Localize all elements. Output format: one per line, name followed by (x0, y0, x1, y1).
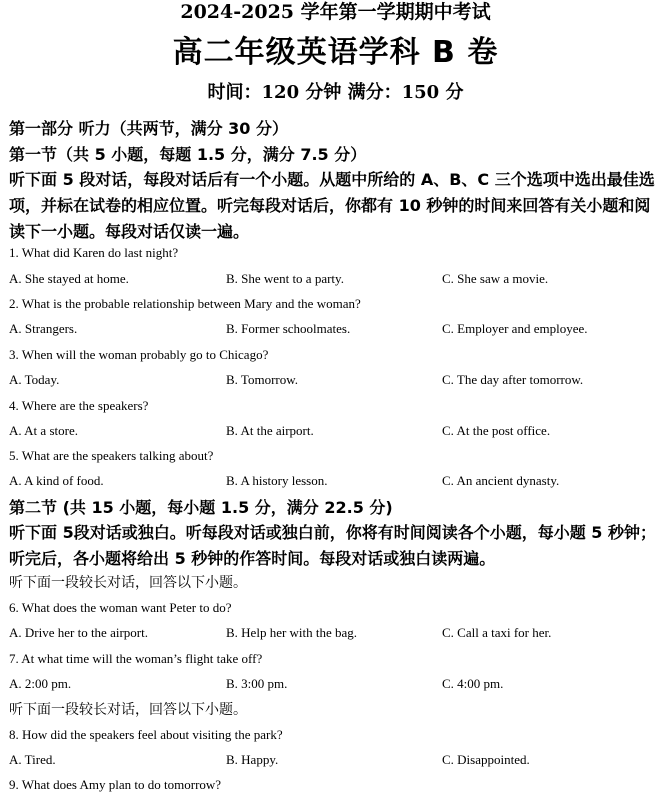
exam-year-title: 2024-2025 学年第一学期期中考试 (180, 1, 491, 23)
group-1-note: 听下面一段较长对话，回答以下小题。 (9, 575, 247, 591)
section2-heading: 第二节 (共 15 小题，每小题 1.5 分，满分 22.5 分) (9, 498, 393, 517)
section1-heading: 第一节（共 5 小题，每题 1.5 分，满分 7.5 分） (9, 145, 367, 164)
question-6-stem: 6. What does the woman want Peter to do? (9, 600, 232, 615)
question-4-options (9, 422, 669, 440)
question-5-option-b: B. A history lesson. (226, 473, 328, 488)
question-7-options (9, 675, 669, 693)
question-8-option-b: B. Happy. (226, 752, 279, 767)
question-4-stem: 4. Where are the speakers? (9, 398, 149, 413)
question-6-option-c: C. Call a taxi for her. (442, 625, 552, 640)
exam-time-and-score: 时间：120 分钟 满分：150 分 (207, 82, 464, 103)
question-8-option-a: A. Tired. (9, 752, 56, 767)
question-3-option-c: C. The day after tomorrow. (442, 372, 584, 387)
question-3-option-a: A. Today. (9, 372, 60, 387)
question-1-option-c: C. She saw a movie. (442, 271, 549, 286)
question-2-options (9, 320, 669, 338)
question-6-options (9, 624, 669, 642)
question-6-option-b: B. Help her with the bag. (226, 625, 358, 640)
question-7-stem: 7. At what time will the woman’s flight take off? (9, 651, 263, 666)
question-6-option-a: A. Drive her to the airport. (9, 625, 148, 640)
question-5-stem: 5. What are the speakers talking about? (9, 448, 214, 463)
question-5-option-a: A. A kind of food. (9, 473, 104, 488)
question-2-option-b: B. Former schoolmates. (226, 321, 351, 336)
question-5-options (9, 472, 669, 490)
question-4-option-b: B. At the airport. (226, 423, 314, 438)
question-7-option-c: C. 4:00 pm. (442, 676, 504, 691)
section1-instructions: 听下面 5 段对话，每段对话后有一个小题。从题中所给的 A、B、C 三个选项中选出最佳选项，并标在试卷的相应位置。听完每段对话后，你都有 10 秒钟的时间来回答有关小题和阅读下一小题。每段对话仅读一遍。 (9, 170, 655, 241)
question-2-option-a: A. Strangers. (9, 321, 78, 336)
section2-instructions: 听下面 5段对话或独白。听每段对话或独白前，你将有时间阅读各个小题，每小题 5 秒钟；听完后，各小题将给出 5 秒钟的作答时间。每段对话或独白读两遍。 (9, 523, 656, 568)
question-9-stem: 9. What does Amy plan to do tomorrow? (9, 777, 222, 792)
question-4-option-c: C. At the post office. (442, 423, 551, 438)
question-1-option-a: A. She stayed at home. (9, 271, 129, 286)
question-4-option-a: A. At a store. (9, 423, 78, 438)
question-1-stem: 1. What did Karen do last night? (9, 245, 179, 260)
question-7-option-b: B. 3:00 pm. (226, 676, 288, 691)
question-2-stem: 2. What is the probable relationship between Mary and the woman? (9, 296, 361, 311)
question-7-option-a: A. 2:00 pm. (9, 676, 72, 691)
part1-heading: 第一部分 听力（共两节，满分 30 分） (9, 119, 288, 138)
question-3-stem: 3. When will the woman probably go to Chicago? (9, 347, 269, 362)
question-1-options (9, 270, 669, 288)
group-2-note: 听下面一段较长对话，回答以下小题。 (9, 702, 247, 718)
question-8-option-c: C. Disappointed. (442, 752, 530, 767)
question-8-options (9, 751, 669, 769)
question-3-option-b: B. Tomorrow. (226, 372, 299, 387)
question-2-option-c: C. Employer and employee. (442, 321, 588, 336)
exam-title: 高二年级英语学科 B 卷 (172, 35, 499, 70)
question-1-option-b: B. She went to a party. (226, 271, 344, 286)
question-5-option-c: C. An ancient dynasty. (442, 473, 560, 488)
question-8-stem: 8. How did the speakers feel about visiting the park? (9, 727, 283, 742)
question-3-options (9, 371, 669, 389)
